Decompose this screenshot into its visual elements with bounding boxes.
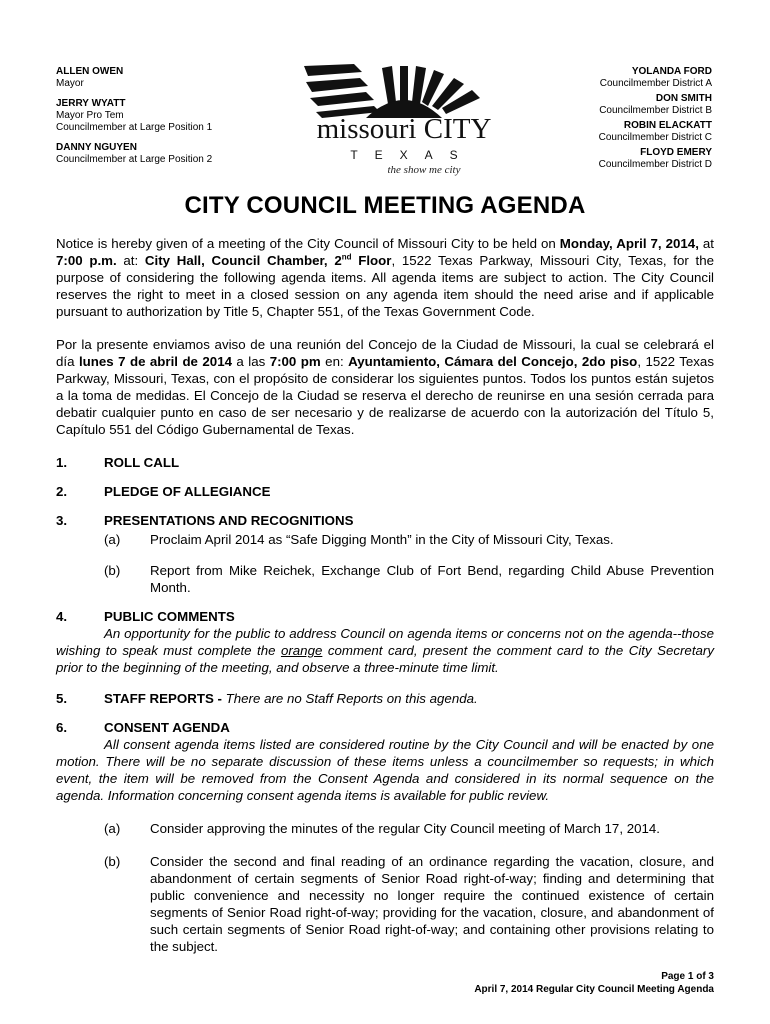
item-number: 2. [56,484,68,499]
item-number: 4. [56,609,68,624]
official-name: ALLEN OWEN [56,66,124,77]
logo-slogan: the show me city [387,164,461,176]
notice-text: en: [320,354,349,369]
document-name: April 7, 2014 Regular City Council Meeting Agenda [474,984,714,995]
item-number: 3. [56,513,68,528]
notice-text: , 1522 Texas Parkway, Missouri City, Texas, for the purpose of considering the following agenda items. All agenda items are subject to action. The City Council reserves the right to meet in a closed session on any agenda item should the need arise and if applicable pursuant to authorization by Title 5, Chapter 551, of the Texas Government Code. [56,253,714,319]
sub-item-text: Consider the second and final reading of an ordinance regarding the vacation, closure, and abandonment of certain segments of Senior Road right-of-way; finding and determining that public convenience and necessity no longer require the continued existence of certain segments of Senior Road right-of-way; providing for the vacation, closure, and abandonment of such certain segments of Senior Road right-of-way; and containing other provisions relating to the subject. [150,854,714,954]
official-at-large-2 [56,142,286,166]
left-officials-list [56,66,286,174]
meeting-place: City Hall, Council Chamber, 2 [144,253,342,268]
meeting-time: 7:00 pm [269,354,321,369]
official-title: Mayor [56,78,84,89]
official-name: YOLANDA FORD [631,66,712,77]
official-title: Councilmember at Large Position 1 [56,122,213,133]
sub-item-3b [104,562,714,596]
sub-item-text: Report from Mike Reichek, Exchange Club of Fort Bend, regarding Child Abuse Prevention Month. [150,563,714,595]
official-title: Councilmember District B [599,105,712,116]
official-mayor [56,66,286,90]
official-name: DON SMITH [655,93,712,104]
official-name: JERRY WYATT [56,98,126,109]
sub-item-text: Consider approving the minutes of the regular City Council meeting of March 17, 2014. [150,821,660,836]
item-note: There are no Staff Reports on this agenda. [221,691,478,706]
notice-text: at: [116,253,145,268]
page-footer [474,970,714,996]
agenda-item-consent [56,719,714,804]
logo-state: TEXAS [350,148,475,162]
sub-item-letter: (a) [104,532,121,547]
meeting-date: Monday, April 7, 2014, [559,236,699,251]
official-name: FLOYD EMERY [640,147,712,158]
official-title: Mayor Pro Tem [56,110,124,121]
description-emphasis: orange [280,643,323,658]
item-heading-text: STAFF REPORTS - [104,691,222,706]
sub-item-6a [104,820,714,837]
official-title: Councilmember at Large Position 2 [56,154,213,165]
meeting-floor: Floor [351,253,392,268]
notice-spanish [56,336,714,438]
meeting-time: 7:00 p.m. [56,253,117,268]
missouri-city-logo [296,62,512,182]
agenda-body [56,235,714,965]
official-district-a [512,66,712,90]
description-text: An opportunity for the public to address Council on agenda items or concerns not on the agenda--those wishing to speak must complete the [56,626,714,658]
sub-item-text: Proclaim April 2014 as “Safe Digging Month” in the City of Missouri City, Texas. [150,532,614,547]
agenda-item-public-comments [56,608,714,676]
sub-item-letter: (a) [104,821,121,836]
item-number: 6. [56,720,68,735]
sub-item-letter: (b) [104,563,121,578]
official-title: Councilmember District A [599,78,712,89]
official-name: ROBIN ELACKATT [623,120,712,131]
item-heading [104,690,714,707]
item-number: 5. [56,691,68,706]
agenda-item-staff-reports [56,690,714,707]
official-district-d [512,147,712,171]
official-title: Councilmember District C [598,132,712,143]
item-description [56,625,714,676]
item-heading: ROLL CALL [104,455,180,470]
agenda-item-roll-call [56,454,714,471]
page-number: Page 1 of 3 [661,971,714,982]
notice-text: Notice is hereby given of a meeting of the City Council of Missouri City to be held on [56,236,560,251]
ordinal-suffix: nd [341,252,352,262]
page-title: CITY COUNCIL MEETING AGENDA [184,192,586,219]
notice-english [56,235,714,320]
item-heading: PUBLIC COMMENTS [104,609,235,624]
official-title: Councilmember District D [598,159,712,170]
meeting-place: Ayuntamiento, Cámara del Concejo, 2do piso [348,354,638,369]
item-heading: CONSENT AGENDA [104,720,230,735]
agenda-item-pledge [56,483,714,500]
official-district-b [512,93,712,117]
sub-item-6b [104,853,714,955]
item-heading: PRESENTATIONS AND RECOGNITIONS [104,513,354,528]
official-name: DANNY NGUYEN [56,142,137,153]
item-heading: PLEDGE OF ALLEGIANCE [104,484,271,499]
meeting-date: lunes 7 de abril de 2014 [78,354,232,369]
sub-item-letter: (b) [104,854,121,869]
right-officials-list [512,66,712,174]
notice-text: at [698,236,714,251]
item-description: All consent agenda items listed are considered routine by the City Council and will be enacted by one motion. There will be no separate discussion of these items unless a councilmember so requests; in which event, the item will be removed from the Consent Agenda and considered in its normal sequence on the agenda. Information concerning consent agenda items is available for public review. [56,737,714,803]
logo-wordmark: missouri CITY [316,113,492,145]
item-number: 1. [56,455,68,470]
agenda-item-presentations [56,512,714,529]
notice-text: a las [231,354,270,369]
sub-item-3a [104,531,714,548]
notice-text: Por la presente enviamos aviso de una reunión del Concejo de la Ciudad de Missouri, la cual se celebrará el día [56,337,714,369]
description-text: comment card, present the comment card to the City Secretary prior to the beginning of the meeting, and observe a three-minute time limit. [56,643,714,675]
official-district-c [512,120,712,144]
notice-text: , 1522 Texas Parkway, Missouri, Texas, con el propósito de considerar los siguientes puntos. Todos los puntos están sujetos a la toma de medidas. El Concejo de la Ciudad se reserva el derecho de reunirse en una sesión cerrada para debatir cualquier punto en caso de ser necesario y de realizarse de acuerdo con la autorización del Título 5, Capítulo 551 del Código Gubernamental de Texas. [56,354,714,437]
official-mayor-pro-tem [56,98,286,134]
